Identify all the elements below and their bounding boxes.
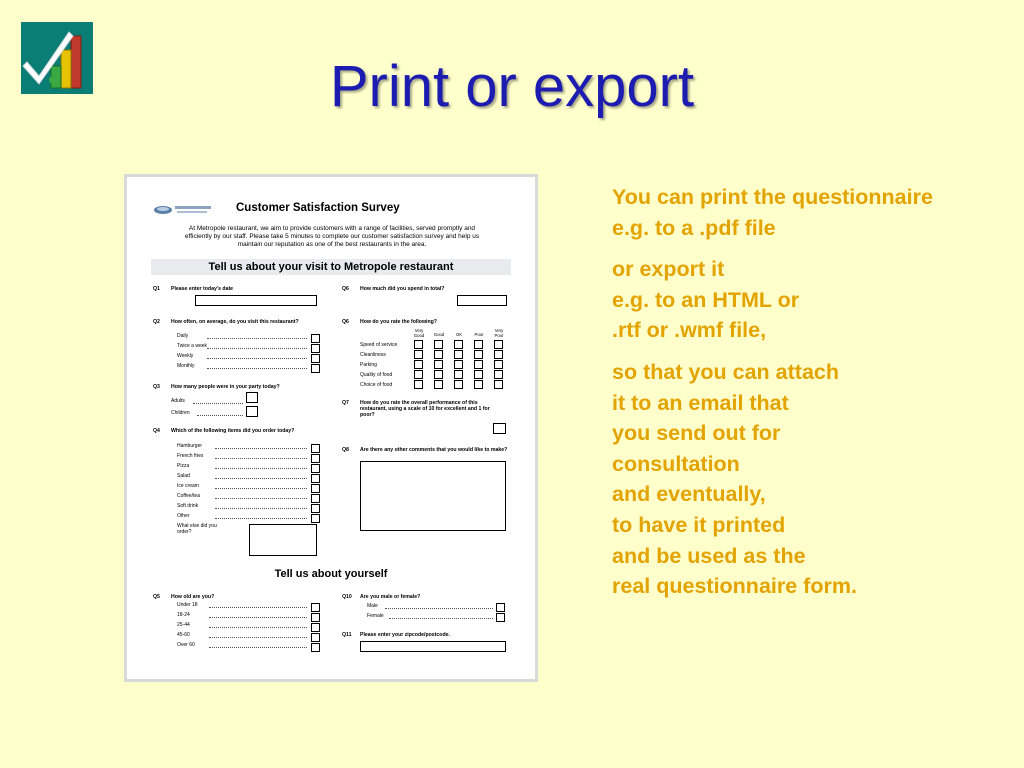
rating-checkbox[interactable] (414, 340, 423, 349)
checkbox[interactable] (311, 633, 320, 642)
children-count-field[interactable] (246, 406, 258, 417)
rating-column-header: Poor (474, 332, 484, 337)
text-spacer (612, 243, 1012, 254)
rating-checkbox[interactable] (474, 380, 483, 389)
rating-checkbox[interactable] (474, 360, 483, 369)
question-number: Q4 (153, 428, 160, 434)
question-number: Q11 (342, 632, 352, 638)
leader-dots (389, 618, 493, 619)
leader-dots (207, 338, 307, 339)
text-spacer (612, 346, 1012, 357)
text-line: e.g. to a .pdf file (612, 215, 776, 240)
date-field[interactable] (195, 295, 317, 306)
survey-title: Customer Satisfaction Survey (236, 202, 400, 214)
checkbox[interactable] (311, 494, 320, 503)
slide-title: Print or export (329, 54, 695, 119)
checkbox[interactable] (496, 613, 505, 622)
option-label: 45-60 (177, 632, 190, 638)
intro-line: At Metropole restaurant, we aim to provide customers with a range of facilities, served promptly and (188, 225, 476, 232)
other-order-field[interactable] (249, 524, 317, 556)
checkbox[interactable] (311, 364, 320, 373)
rating-checkbox[interactable] (454, 360, 463, 369)
rating-checkbox[interactable] (494, 370, 503, 379)
option-label: Male (367, 603, 378, 609)
question-number: Q6 (342, 319, 349, 325)
rating-column-header: Very Poor (494, 328, 504, 338)
rating-checkbox[interactable] (434, 380, 443, 389)
option-label: French fries (177, 453, 204, 459)
rating-row-label: Quality of food (360, 372, 393, 378)
rating-checkbox[interactable] (454, 380, 463, 389)
section-header-visit: Tell us about your visit to Metropole restaurant (151, 259, 511, 275)
option-label: Daily (177, 333, 189, 339)
question-number: Q1 (153, 286, 160, 292)
rating-checkbox[interactable] (434, 350, 443, 359)
option-label: Coffee/tea (177, 493, 200, 499)
checkbox[interactable] (311, 504, 320, 513)
explanation-text (612, 182, 1012, 602)
option-label: Over 60 (177, 642, 195, 648)
rating-checkbox[interactable] (494, 360, 503, 369)
text-line: consultation (612, 451, 740, 476)
leader-dots (215, 458, 307, 459)
option-label: Under 18 (177, 602, 198, 608)
option-label: Monthly (177, 363, 195, 369)
survey-intro (147, 225, 517, 249)
text-line: or export it (612, 257, 725, 282)
leader-dots (215, 498, 307, 499)
zipcode-field[interactable] (360, 641, 506, 652)
rating-checkbox[interactable] (414, 360, 423, 369)
option-label: Children (171, 410, 190, 416)
document-preview (124, 174, 538, 682)
checkbox[interactable] (311, 643, 320, 652)
leader-dots (197, 415, 243, 416)
rating-checkbox[interactable] (494, 340, 503, 349)
checkbox[interactable] (311, 334, 320, 343)
leader-dots (193, 403, 243, 404)
rating-checkbox[interactable] (474, 340, 483, 349)
checkbox[interactable] (311, 613, 320, 622)
text-line: you send out for (612, 421, 781, 446)
rating-column-header: Good (433, 332, 445, 337)
question-text: Are you male or female? (360, 594, 421, 600)
leader-dots (209, 627, 307, 628)
leader-dots (209, 607, 307, 608)
option-label: 25-44 (177, 622, 190, 628)
question-text: How many people were in your party today? (171, 384, 280, 390)
question-text: How often, on average, do you visit this restaurant? (171, 319, 299, 325)
question-number: Q10 (342, 594, 352, 600)
leader-dots (385, 608, 493, 609)
rating-row-label: Cleanliness (360, 352, 386, 358)
question-text: How much did you spend in total? (360, 286, 445, 292)
leader-dots (215, 478, 307, 479)
survey-page (127, 177, 535, 679)
total-spent-field[interactable] (457, 295, 507, 306)
rating-checkbox[interactable] (454, 370, 463, 379)
rating-checkbox[interactable] (474, 370, 483, 379)
option-label: Hamburger (177, 443, 203, 449)
option-label: Other (177, 513, 190, 519)
rating-checkbox[interactable] (434, 360, 443, 369)
leader-dots (215, 508, 307, 509)
option-label: Weekly (177, 353, 194, 359)
text-line: e.g. to an HTML or (612, 287, 800, 312)
checkbox[interactable] (311, 484, 320, 493)
leader-dots (207, 358, 307, 359)
option-label: Salad (177, 473, 190, 479)
rating-checkbox[interactable] (494, 380, 503, 389)
question-number: Q7 (342, 400, 349, 406)
text-line: real questionnaire form. (612, 574, 857, 599)
text-line: to have it printed (612, 512, 786, 537)
checkbox[interactable] (311, 514, 320, 523)
rating-checkbox[interactable] (474, 350, 483, 359)
rating-column-header: OK (455, 332, 463, 337)
option-label: Adults (171, 398, 185, 404)
rating-checkbox[interactable] (494, 350, 503, 359)
question-number: Q6 (342, 286, 349, 292)
rating-checkbox[interactable] (434, 340, 443, 349)
question-number: Q3 (153, 384, 160, 390)
restaurant-logo (153, 203, 213, 217)
rating-checkbox[interactable] (454, 340, 463, 349)
rating-row-label: Choice of food (360, 382, 393, 388)
intro-line: efficiently by our staff. Please take 5 minutes to complete our customer satisfaction survey and help us (184, 233, 480, 240)
question-text: Please enter your zipcode/postcode. (360, 632, 450, 638)
rating-checkbox[interactable] (414, 350, 423, 359)
rating-row-label: Parking (360, 362, 377, 368)
question-number: Q8 (342, 447, 349, 453)
checkbox[interactable] (311, 623, 320, 632)
checkbox[interactable] (311, 354, 320, 363)
checkbox[interactable] (311, 464, 320, 473)
question-number: Q5 (153, 594, 160, 600)
option-label: Pizza (177, 463, 190, 469)
leader-dots (215, 518, 307, 519)
checkbox[interactable] (496, 603, 505, 612)
option-label: 18-24 (177, 612, 190, 618)
option-label: Female (367, 613, 384, 619)
rating-checkbox[interactable] (414, 370, 423, 379)
rating-checkbox[interactable] (454, 350, 463, 359)
checkbox[interactable] (311, 444, 320, 453)
rating-checkbox[interactable] (414, 380, 423, 389)
text-line: so that you can attach (612, 359, 839, 384)
option-label: What else did you order? (177, 523, 217, 535)
option-label: Twice a week (177, 343, 208, 349)
leader-dots (215, 448, 307, 449)
question-text: Please enter today's date (171, 286, 234, 292)
leader-dots (207, 348, 307, 349)
comments-field[interactable] (360, 461, 506, 531)
question-number: Q2 (153, 319, 160, 325)
leader-dots (215, 468, 307, 469)
leader-dots (209, 617, 307, 618)
rating-row-label: Speed of service (360, 342, 398, 348)
section-header-yourself: Tell us about yourself (274, 568, 388, 580)
question-text: How do you rate the overall performance of this restaurant, using a scale of 10 for excellent and 1 for poor? (360, 400, 490, 419)
question-text: How do you rate the following? (360, 319, 437, 325)
text-line: You can print the questionnaire (612, 185, 933, 209)
intro-line: maintain our reputation as one of the best restaurants in the area. (237, 241, 427, 248)
text-line: .rtf or .wmf file, (612, 318, 767, 343)
option-label: Soft drink (177, 503, 199, 509)
question-text: Which of the following items did you order today? (171, 428, 295, 434)
option-label: Ice cream (177, 483, 199, 489)
question-text: Are there any other comments that you would like to make? (360, 447, 508, 453)
text-line: and eventually, (612, 482, 766, 507)
leader-dots (215, 488, 307, 489)
overall-score-field[interactable] (493, 423, 506, 434)
leader-dots (207, 368, 307, 369)
question-text: How old are you? (171, 594, 215, 600)
leader-dots (209, 647, 307, 648)
rating-checkbox[interactable] (434, 370, 443, 379)
adults-count-field[interactable] (246, 392, 258, 403)
leader-dots (209, 637, 307, 638)
rating-column-header: Very Good (413, 328, 425, 338)
text-line: it to an email that (612, 390, 789, 415)
text-line: and be used as the (612, 543, 806, 568)
checkbox[interactable] (311, 344, 320, 353)
checkbox[interactable] (311, 603, 320, 612)
checkbox[interactable] (311, 474, 320, 483)
checkbox[interactable] (311, 454, 320, 463)
